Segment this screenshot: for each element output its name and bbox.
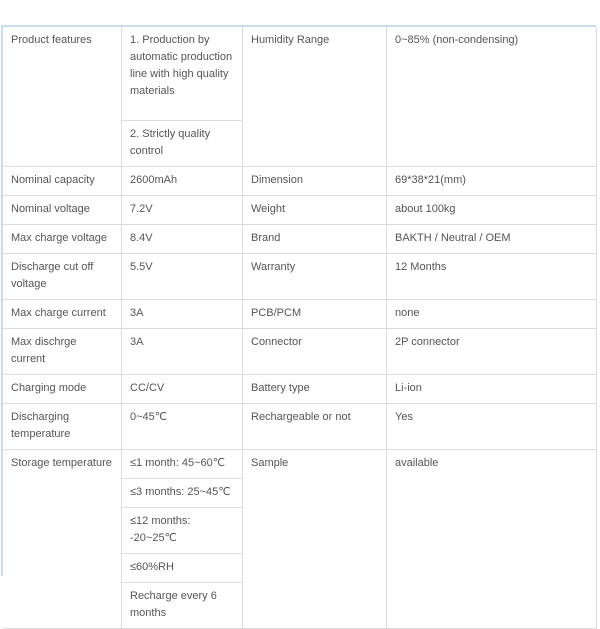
value-cell: ≤1 month: 45~60℃ bbox=[122, 449, 243, 478]
value-cell: ≤12 months: -20~25℃ bbox=[122, 507, 243, 553]
label-cell: Discharge cut off voltage bbox=[3, 253, 122, 299]
value-cell: 12 Months bbox=[387, 253, 597, 299]
label-cell: Weight bbox=[243, 195, 387, 224]
table-row bbox=[3, 195, 597, 224]
value-cell: none bbox=[387, 299, 597, 328]
table-row bbox=[3, 299, 597, 328]
value-cell: 5.5V bbox=[122, 253, 243, 299]
label-cell: Nominal capacity bbox=[3, 166, 122, 195]
value-cell: 8.4V bbox=[122, 224, 243, 253]
label-cell: PCB/PCM bbox=[243, 299, 387, 328]
label-cell: Storage temperature bbox=[3, 449, 122, 628]
label-cell: Dimension bbox=[243, 166, 387, 195]
label-cell: Max charge current bbox=[3, 299, 122, 328]
label-cell: Max charge voltage bbox=[3, 224, 122, 253]
table-row bbox=[3, 27, 597, 120]
label-cell: Discharging temperature bbox=[3, 403, 122, 449]
label-cell: Product features bbox=[3, 27, 122, 166]
spec-table bbox=[3, 27, 597, 629]
value-cell: 7.2V bbox=[122, 195, 243, 224]
label-cell: Brand bbox=[243, 224, 387, 253]
value-cell: 2P connector bbox=[387, 328, 597, 374]
table-row bbox=[3, 328, 597, 374]
value-cell: Li-ion bbox=[387, 374, 597, 403]
value-cell: 3A bbox=[122, 299, 243, 328]
label-cell: Sample bbox=[243, 449, 387, 628]
table-row bbox=[3, 253, 597, 299]
value-cell: 0~45℃ bbox=[122, 403, 243, 449]
spec-table-container bbox=[1, 25, 596, 619]
value-cell: available bbox=[387, 449, 597, 628]
label-cell: Rechargeable or not bbox=[243, 403, 387, 449]
value-cell: BAKTH / Neutral / OEM bbox=[387, 224, 597, 253]
label-cell: Max dischrge current bbox=[3, 328, 122, 374]
label-cell: Connector bbox=[243, 328, 387, 374]
label-cell: Charging mode bbox=[3, 374, 122, 403]
value-cell: 69*38*21(mm) bbox=[387, 166, 597, 195]
label-cell: Humidity Range bbox=[243, 27, 387, 166]
value-cell: CC/CV bbox=[122, 374, 243, 403]
table-row bbox=[3, 166, 597, 195]
value-cell: ≤3 months: 25~45℃ bbox=[122, 478, 243, 507]
value-cell: 2600mAh bbox=[122, 166, 243, 195]
value-cell: Recharge every 6 months bbox=[122, 582, 243, 628]
label-cell: Nominal voltage bbox=[3, 195, 122, 224]
value-cell: Yes bbox=[387, 403, 597, 449]
value-cell: 2. Strictly quality control bbox=[122, 120, 243, 166]
table-row bbox=[3, 374, 597, 403]
value-cell: about 100kg bbox=[387, 195, 597, 224]
value-cell: 1. Production by automatic production line with high quality materials bbox=[122, 27, 243, 120]
table-row bbox=[3, 449, 597, 478]
value-cell: 0~85% (non-condensing) bbox=[387, 27, 597, 166]
table-row bbox=[3, 403, 597, 449]
label-cell: Battery type bbox=[243, 374, 387, 403]
value-cell: 3A bbox=[122, 328, 243, 374]
label-cell: Warranty bbox=[243, 253, 387, 299]
table-row bbox=[3, 224, 597, 253]
value-cell: ≤60%RH bbox=[122, 553, 243, 582]
